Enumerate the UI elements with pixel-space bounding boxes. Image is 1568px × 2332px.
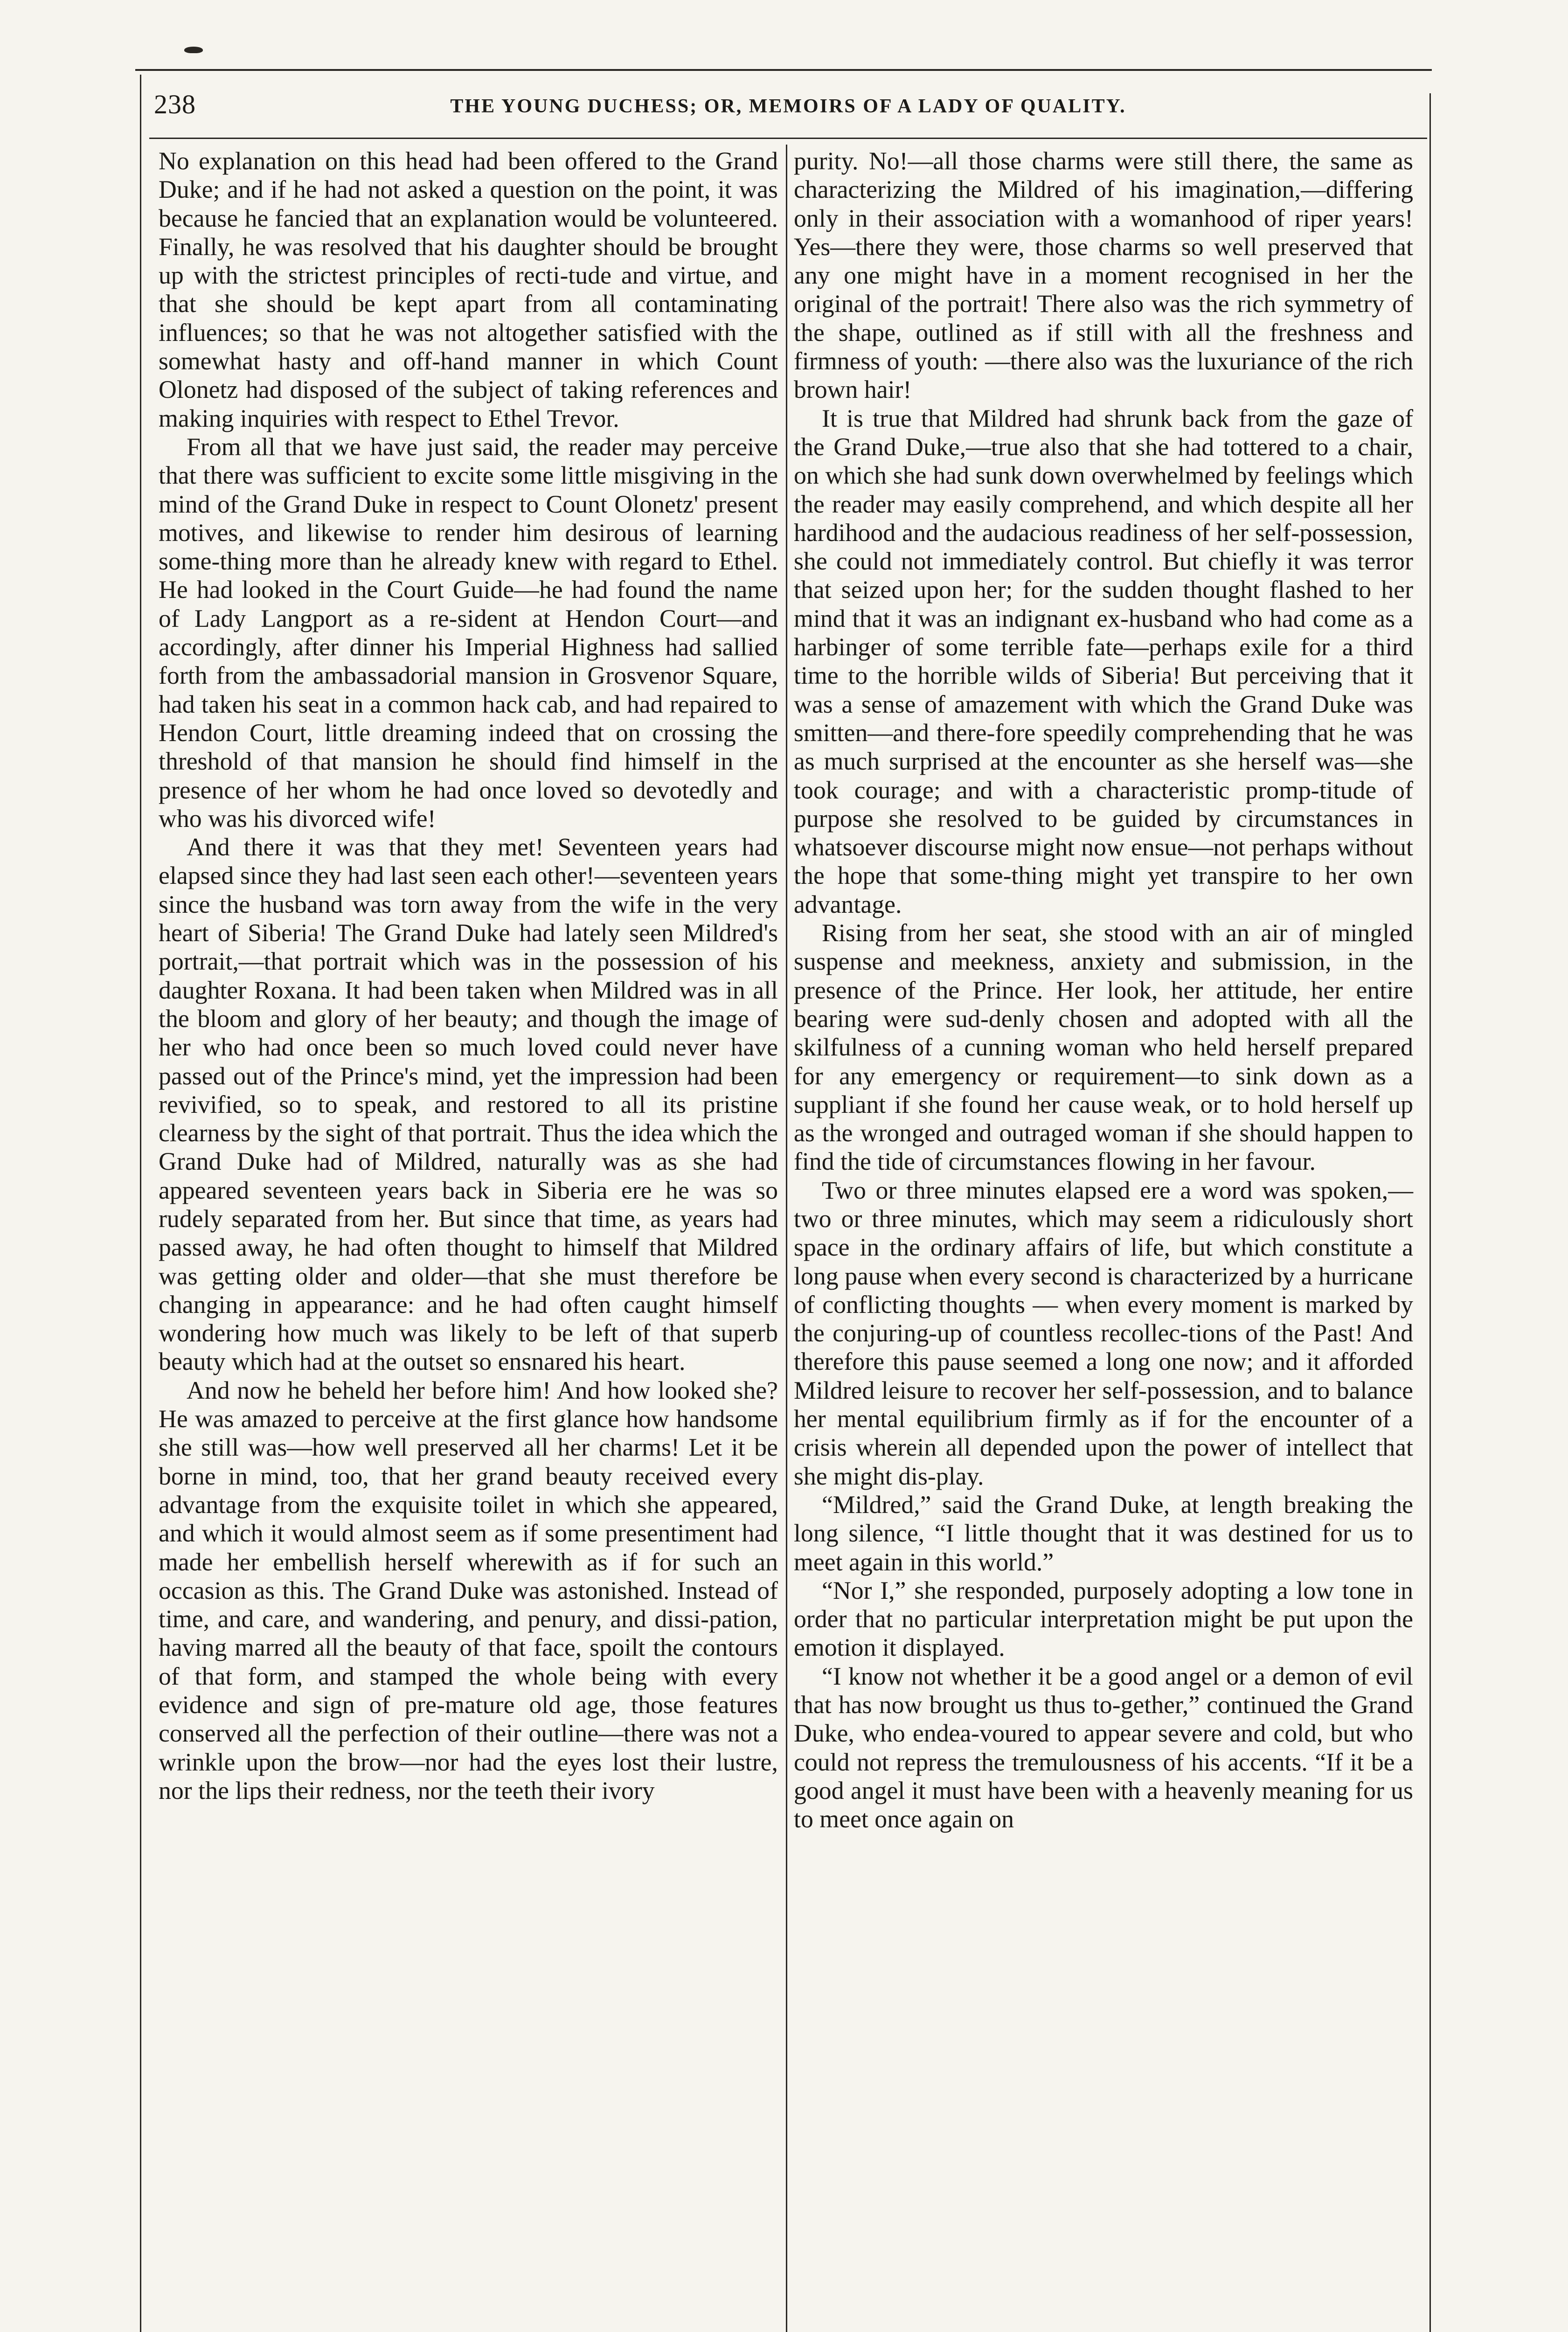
ink-mark <box>184 47 203 53</box>
page-number: 238 <box>154 89 196 119</box>
paragraph: “Mildred,” said the Grand Duke, at length breaking the long silence, “I little thought that it was destined for us to meet again in this world.” <box>794 1490 1413 1576</box>
paragraph: And there it was that they met! Seventeen years had elapsed since they had last seen each other!—seventeen years since the husband was torn away from the wife in the very heart of Siberia! The Grand Duke had lately seen Mildred's portrait,—that portrait which was in the possession of his daughter Roxana. It had been taken when Mildred was in all the bloom and glory of her beauty; and though the image of her who had once been so much loved could never have passed out of the Prince's mind, yet the impression had been revivified, so to speak, and restored to all its pristine clearness by the sight of that portrait. Thus the idea which the Grand Duke had of Mildred, naturally was as she had appeared seventeen years back in Siberia ere he was so rudely separated from her. But since that time, as years had passed away, he had often thought to himself that Mildred was getting older and older—that she must therefore be changing in appearance: and he had often caught himself wondering how much was likely to be left of that superb beauty which had at the outset so ensnared his heart. <box>159 833 778 1376</box>
paragraph: No explanation on this head had been offered to the Grand Duke; and if he had not asked a question on the point, it was because he fancied that an explanation would be volunteered. Finally, he was resolved that his daughter should be brought up with the strictest principles of recti-tude and virtue, and that she should be kept apart from all contaminating influences; so that he was not altogether satisfied with the somewhat hasty and off-hand manner in which Count Olonetz had disposed of the subject of taking references and making inquiries with respect to Ethel Trevor. <box>159 147 778 432</box>
header-rule <box>149 138 1427 139</box>
paragraph: It is true that Mildred had shrunk back from the gaze of the Grand Duke,—true also that she had tottered to a chair, on which she had sunk down overwhelmed by feelings which the reader may easily comprehend, and which despite all her hardihood and the audacious readiness of her self-possession, she could not immediately control. But chiefly it was terror that seized upon her; for the sudden thought flashed to her mind that it was an indignant ex-husband who had come as a harbinger of some terrible fate—perhaps exile for a third time to the horrible wilds of Siberia! But perceiving that it was a sense of amazement with which the Grand Duke was smitten—and there-fore speedily comprehending that he was as much surprised at the encounter as she herself was—she took courage; and with a characteristic promp-titude of purpose she resolved to be guided by circumstances in whatsoever discourse might now ensue—not perhaps without the hope that some-thing might yet transpire to her own advantage. <box>794 404 1413 918</box>
paragraph: “I know not whether it be a good angel or a demon of evil that has now brought us thus to-gether,” continued the Grand Duke, who endea-voured to appear severe and cold, but who could not repress the tremulousness of his accents. “If it be a good angel it must have been with a heavenly meaning for us to meet once again on <box>794 1662 1413 1833</box>
left-column <box>159 147 778 2332</box>
paragraph: From all that we have just said, the reader may perceive that there was sufficient to excite some little misgiving in the mind of the Grand Duke in respect to Count Olonetz' present motives, and likewise to render him desirous of learning some-thing more than he already knew with regard to Ethel. He had looked in the Court Guide—he had found the name of Lady Langport as a re-sident at Hendon Court—and accordingly, after dinner his Imperial Highness had sallied forth from the ambassadorial mansion in Grosvenor Square, had taken his seat in a common hack cab, and had repaired to Hendon Court, little dreaming indeed that on crossing the threshold of that mansion he should find himself in the presence of her whom he had once loved so devotedly and who was his divorced wife! <box>159 432 778 833</box>
right-margin-rule <box>1429 93 1431 2332</box>
page-header <box>154 89 1422 131</box>
paragraph: Rising from her seat, she stood with an air of mingled suspense and meekness, anxiety and submission, in the presence of the Prince. Her look, her attitude, her entire bearing were sud-denly chosen and adopted with all the skilfulness of a cunning woman who held herself prepared for any emergency or requirement—to sink down as a suppliant if she found her cause weak, or to hold herself up as the wronged and outraged woman if she should happen to find the tide of circumstances flowing in her favour. <box>794 919 1413 1176</box>
paragraph: “Nor I,” she responded, purposely adopting a low tone in order that no particular interpretation might be put upon the emotion it displayed. <box>794 1576 1413 1662</box>
column-divider <box>786 145 787 2332</box>
right-column <box>794 147 1413 2332</box>
top-rule <box>135 69 1432 71</box>
paragraph: Two or three minutes elapsed ere a word was spoken,—two or three minutes, which may seem a ridiculously short space in the ordinary affairs of life, but which constitute a long pause when every second is characterized by a hurricane of conflicting thoughts — when every moment is marked by the conjuring-up of countless recollec-tions of the Past! And therefore this pause seemed a long one now; and it afforded Mildred leisure to recover her self-possession, and to balance her mental equilibrium firmly as if for the encounter of a crisis wherein all depended upon the power of intellect that she might dis-play. <box>794 1176 1413 1490</box>
paragraph: And now he beheld her before him! And how looked she? He was amazed to perceive at the first glance how handsome she still was—how well preserved all her charms! Let it be borne in mind, too, that her grand beauty received every advantage from the exquisite toilet in which she appeared, and which it would almost seem as if some presentiment had made her embellish herself wherewith as if for such an occasion as this. The Grand Duke was astonished. Instead of time, and care, and wandering, and penury, and dissi-pation, having marred all the beauty of that face, spoilt the contours of that form, and stamped the whole being with every evidence and sign of pre-mature old age, those features conserved all the perfection of their outline—there was not a wrinkle upon the brow—nor had the eyes lost their lustre, nor the lips their redness, nor the teeth their ivory <box>159 1376 778 1805</box>
left-margin-rule <box>140 75 141 2332</box>
running-title: THE YOUNG DUCHESS; OR, MEMOIRS OF A LADY OF QUALITY. <box>450 96 1126 117</box>
paragraph: purity. No!—all those charms were still there, the same as characterizing the Mildred of his imagination,—differing only in their association with a womanhood of riper years! Yes—there they were, those charms so well preserved that any one might have in a moment recognised in her the original of the portrait! There also was the rich symmetry of the shape, outlined as if still with all the freshness and firmness of youth: —there also was the luxuriance of the rich brown hair! <box>794 147 1413 404</box>
